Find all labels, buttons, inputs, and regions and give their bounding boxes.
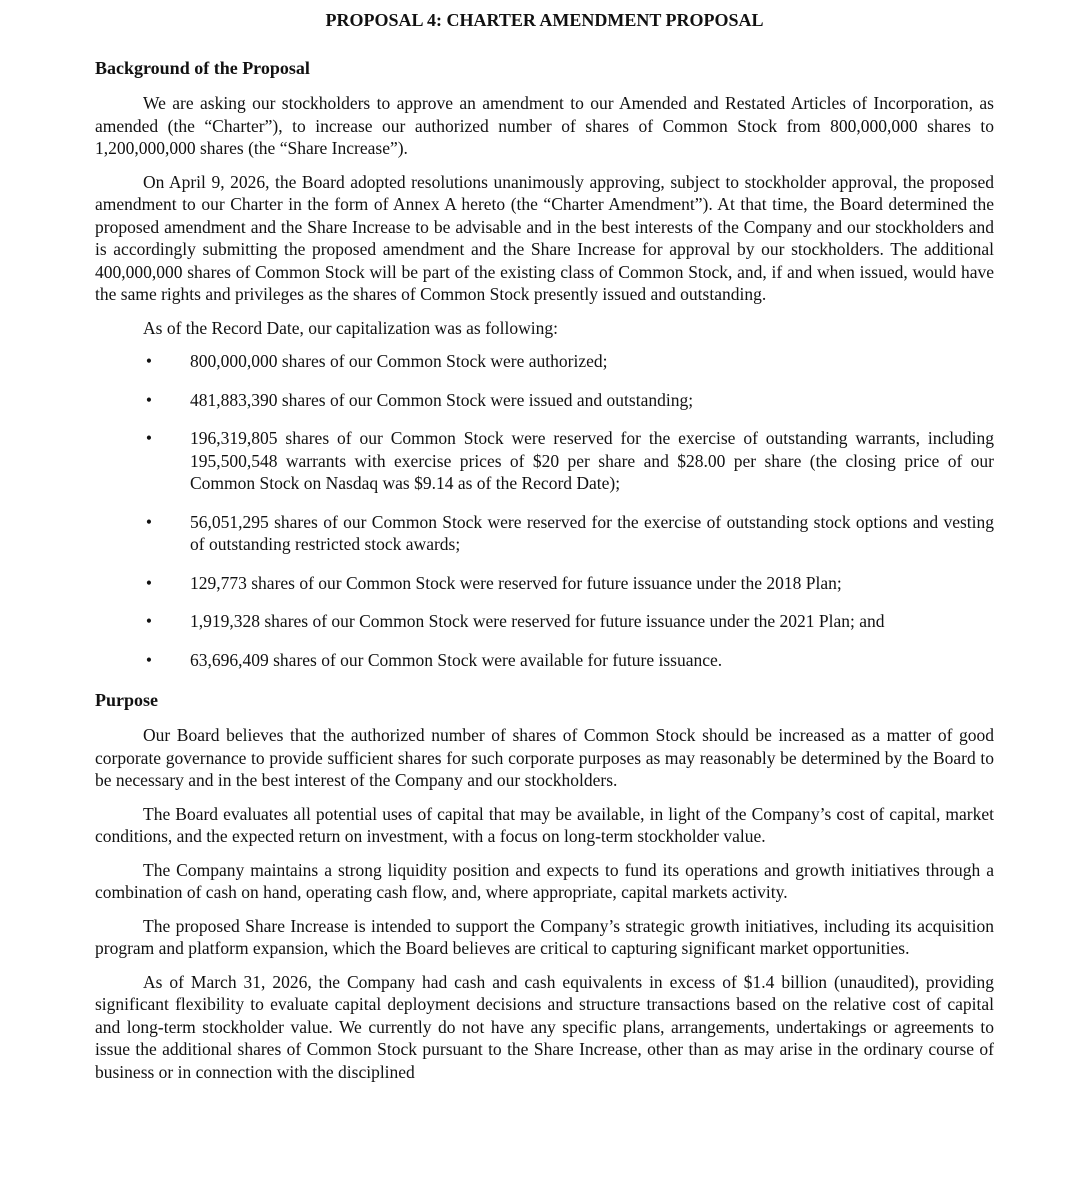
list-item-text: 129,773 shares of our Common Stock were reserved for future issuance under the 2018 Plan;: [190, 572, 842, 593]
bullet-icon: •: [145, 611, 153, 631]
page-title: PROPOSAL 4: CHARTER AMENDMENT PROPOSAL: [325, 10, 764, 30]
purpose-paragraph-4: The proposed Share Increase is intended to support the Company’s strategic growth initiatives, including its acquisition program and platform expansion, which the Board believes are critical to capturing significant market opportunities.: [95, 915, 994, 958]
bullet-icon: •: [145, 649, 153, 670]
background-paragraph-2: On April 9, 2026, the Board adopted resolutions unanimously approving, subject to stockholder approval, the proposed amendment to our Charter in the form of Annex A hereto (the “Charter Amendment”). At that time, the Board determined the proposed amendment and the Share Increase to be advisable and in the best interests of the Company and our stockholders and is accordingly submitting the proposed amendment and the Share Increase for approval by our stockholders. The additional 400,000,000 shares of Common Stock will be part of the existing class of Common Stock, and, if and when issued, would have the same rights and privileges as the shares of Common Stock presently issued and outstanding.: [95, 171, 994, 304]
purpose-paragraph-5: As of March 31, 2026, the Company had cash and cash equivalents in excess of $1.4 billion (unaudited), providing significant flexibility to evaluate capital deployment decisions and structure transactions based on the relative cost of capital and long-term stockholder value. We currently do not have any specific plans, arrangements, undertakings or agreements to issue the additional shares of Common Stock pursuant to the Share Increase, other than as may arise in the ordinary course of business or in connection with the disciplined: [95, 971, 994, 1082]
bullet-icon: •: [145, 389, 153, 410]
list-item-text: 196,319,805 shares of our Common Stock were reserved for the exercise of outstanding warrants, including 195,500,548 warrants with exercise prices of $20 per share and $28.00 per share (the closing price of our Common Stock on Nasdaq was $9.14 as of the Record Date);: [190, 428, 994, 493]
bullet-icon: •: [145, 511, 153, 532]
list-item: [95, 610, 994, 633]
capitalization-list: [95, 350, 994, 671]
list-item-text: 800,000,000 shares of our Common Stock were authorized;: [190, 351, 608, 371]
list-item-text: 63,696,409 shares of our Common Stock were available for future issuance.: [190, 649, 723, 670]
bullet-icon: •: [145, 351, 153, 371]
bullet-icon: •: [145, 572, 153, 593]
purpose-heading: Purpose: [95, 690, 158, 710]
document-page: [95, 8, 994, 1094]
purpose-paragraph-1: Our Board believes that the authorized number of shares of Common Stock should be increased as a matter of good corporate governance to provide sufficient shares for such corporate purposes as may reasonably be determined by the Board to be necessary and in the best interest of the Company and our stockholders.: [95, 725, 994, 790]
list-item: [95, 389, 994, 412]
background-heading: Background of the Proposal: [95, 58, 310, 78]
background-paragraph-1: We are asking our stockholders to approve an amendment to our Amended and Restated Articles of Incorporation, as amended (the “Charter”), to increase our authorized number of shares of Common Stock from 800,000,000 shares to 1,200,000,000 shares (the “Share Increase”).: [95, 93, 994, 158]
list-item: [95, 572, 994, 595]
list-item-text: 56,051,295 shares of our Common Stock were reserved for the exercise of outstanding stock options and vesting of outstanding restricted stock awards;: [190, 511, 994, 554]
purpose-paragraph-3: The Company maintains a strong liquidity position and expects to fund its operations and growth initiatives through a combination of cash on hand, operating cash flow, and, where appropriate, capital markets activity.: [95, 859, 994, 902]
list-item: [95, 649, 994, 672]
list-item: [95, 350, 994, 373]
purpose-paragraph-2: The Board evaluates all potential uses of capital that may be available, in light of the Company’s cost of capital, market conditions, and the expected return on investment, with a focus on long-term stockholder value.: [95, 803, 994, 846]
list-item: [95, 427, 994, 495]
list-item-text: 481,883,390 shares of our Common Stock were issued and outstanding;: [190, 389, 694, 410]
list-item-text: 1,919,328 shares of our Common Stock were reserved for future issuance under the 2021 Plan; and: [190, 611, 885, 631]
bullet-icon: •: [145, 428, 153, 448]
list-item: [95, 511, 994, 556]
background-paragraph-3: As of the Record Date, our capitalization was as following:: [143, 317, 559, 338]
